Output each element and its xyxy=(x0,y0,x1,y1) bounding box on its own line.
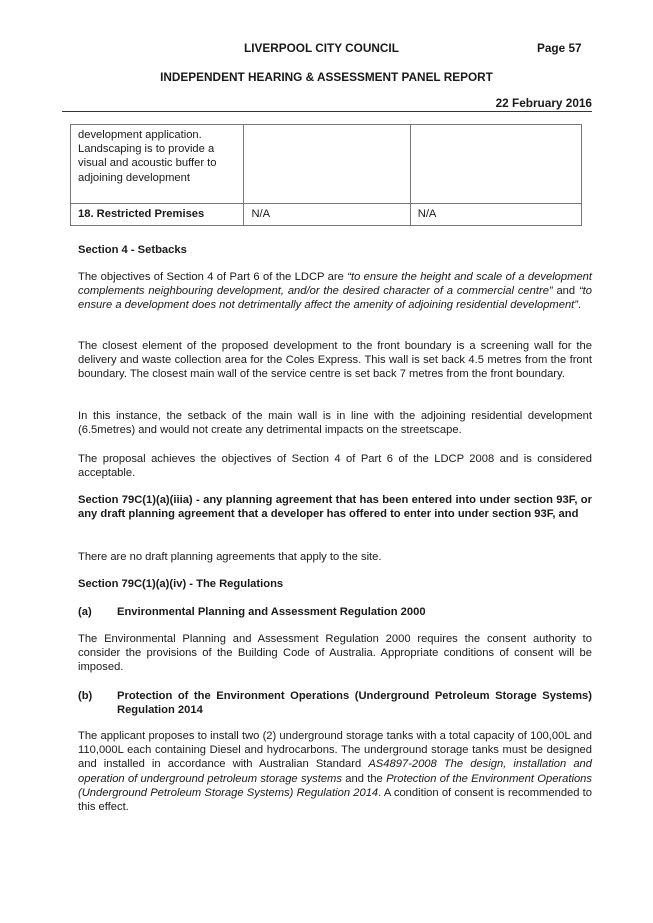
table-cell: N/A xyxy=(244,204,410,226)
header-rule xyxy=(62,111,592,112)
report-title: INDEPENDENT HEARING & ASSESSMENT PANEL REPORT xyxy=(160,70,493,84)
standard-title: AS4897-2008 The design, installation and operation of underground petroleum storage systems xyxy=(78,758,592,785)
subsection-title: Environmental Planning and Assessment Regulation 2000 xyxy=(117,606,426,618)
table-cell xyxy=(410,125,581,204)
subsection-letter: (a) xyxy=(78,606,92,618)
subsection-title: Protection of the Environment Operations (Underground Petroleum Storage Systems) Regulation 2014 xyxy=(117,690,592,717)
table-cell: 18. Restricted Premises xyxy=(71,204,244,226)
section-heading: Section 4 - Setbacks xyxy=(78,244,187,256)
council-name: LIVERPOOL CITY COUNCIL xyxy=(244,41,399,55)
section-heading: Section 79C(1)(a)(iiia) - any planning agreement that has been entered into under section 93F, or any draft planning agreement that a developer has offered to enter into under section 93F, and xyxy=(78,494,592,521)
table-cell: N/A xyxy=(410,204,581,226)
table-row xyxy=(71,204,582,226)
paragraph xyxy=(78,729,592,814)
text: The applicant proposes to install two (2) underground storage tanks with a total capacity of 100,00L and 110,000L each containing Diesel and hydrocarbons. The underground storage tanks must be designed and installed in accordance with Australian Standard xyxy=(78,730,592,771)
quoted-text: “to ensure the height and scale of a development complements neighbouring development, and/or the desired character of a commercial centre” xyxy=(78,271,592,298)
section-heading: Section 79C(1)(a)(iv) - The Regulations xyxy=(78,578,284,590)
paragraph: The Environmental Planning and Assessment Regulation 2000 requires the consent authority to consider the provisions of the Building Code of Australia. Appropriate conditions of consent will be imposed. xyxy=(78,633,592,674)
text: and xyxy=(552,285,579,298)
paragraph: In this instance, the setback of the main wall is in line with the adjoining residential development (6.5metres) and would not create any detrimental impacts on the streetscape. xyxy=(78,410,592,437)
text: . A condition of consent is recommended to this effect. xyxy=(78,786,592,814)
text: and the xyxy=(341,772,387,785)
paragraph: The closest element of the proposed development to the front boundary is a screening wall for the delivery and waste collection area for the Coles Express. This wall is set back 4.5 metres from the front boundary. The closest main wall of the service centre is set back 7 metres from the front boundary. xyxy=(78,340,592,381)
report-date: 22 February 2016 xyxy=(495,96,592,110)
paragraph xyxy=(78,270,592,313)
subsection-letter: (b) xyxy=(78,690,93,702)
text: . xyxy=(578,299,582,312)
text: The objectives of Section 4 of Part 6 of the LDCP are xyxy=(78,271,348,283)
paragraph: The proposal achieves the objectives of Section 4 of Part 6 of the LDCP 2008 and is considered acceptable. xyxy=(78,453,592,480)
paragraph: There are no draft planning agreements that apply to the site. xyxy=(78,551,382,563)
quoted-text: “to ensure a development does not detrimentally affect the amenity of adjoining residential development” xyxy=(78,285,592,312)
table-row xyxy=(71,125,582,204)
table-cell: development application. Landscaping is to provide a visual and acoustic buffer to adjoining development xyxy=(71,125,244,204)
page-number: Page 57 xyxy=(537,41,582,55)
table-cell xyxy=(244,125,410,204)
controls-table xyxy=(70,124,582,226)
regulation-title: Protection of the Environment Operations (Underground Petroleum Storage Systems) Regulation 2014 xyxy=(78,772,593,799)
